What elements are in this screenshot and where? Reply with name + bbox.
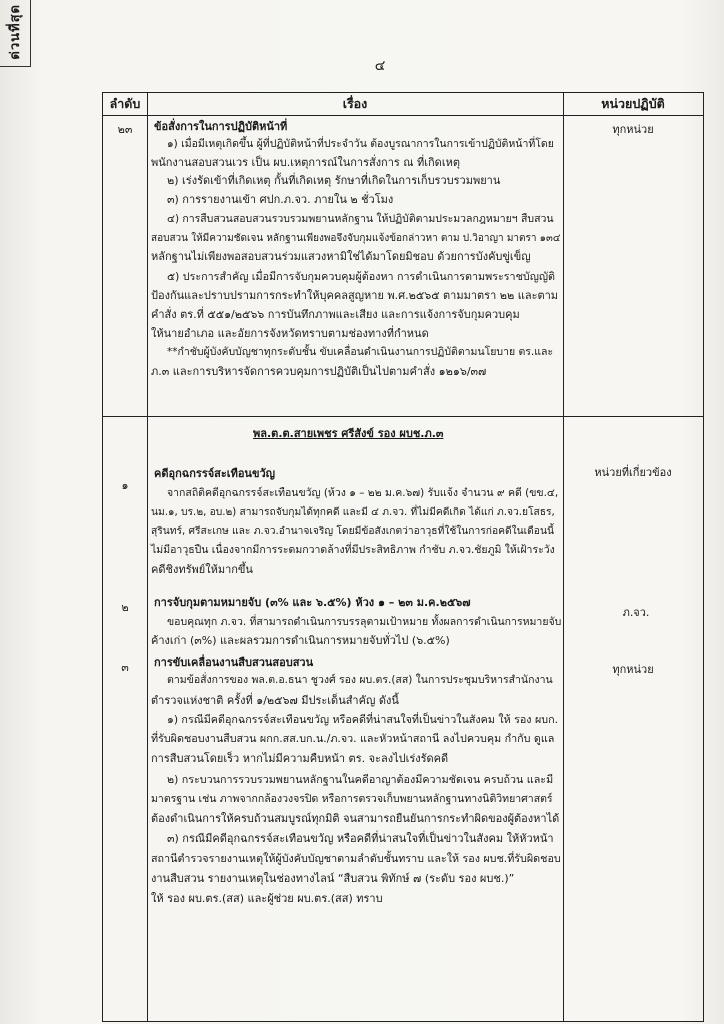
section1-line: พนักงานสอบสวนเวร เป็น ผบ.เหตุการณ์ในการสั่งการ ณ ที่เกิดเหตุ [151, 156, 460, 169]
section1-line: ภ.๓ และการบริหารจัดการควบคุมการปฏิบัติเป็นไปตามคำสั่ง ๑๒๑๖/๓๗ [151, 365, 487, 378]
section2-heading: พล.ต.ต.สายเพชร ศรีสังข์ รอง ผบช.ภ.๓ [253, 427, 444, 440]
section1-line: ให้นายอำเภอ และอัยการจังหวัดทราบตามช่องทางที่กำหนด [151, 327, 429, 340]
item1-number: ๑ [121, 479, 129, 492]
header-col-subject: เรื่อง [342, 96, 368, 111]
column-divider [563, 93, 564, 1021]
item3-line: ที่รับผิดชอบงานสืบสวน ผกก.สส.บก.น./ภ.จว. และหัวหน้าสถานี ลงไปควบคุม กำกับ ดูแล [151, 732, 555, 745]
section1-line: ๒) เร่งรัดเข้าที่เกิดเหตุ กั้นที่เกิดเหตุ รักษาที่เกิดในการเก็บรวบรวมพยาน [167, 174, 501, 187]
section1-line: ๑) เมื่อมีเหตุเกิดขึ้น ผู้ที่ปฏิบัติหน้าที่ประจำวัน ต้องบูรณาการในการเข้าปฏิบัติหน้าที่โดย [167, 138, 554, 150]
section1-unit: ทุกหน่วย [612, 123, 654, 136]
item1-line: ไม่มีอาวุธปืน เนื่องจากมีการระดมกวาดล้างที่มีประสิทธิภาพ กำชับ ภ.จว.ชัยภูมิ ให้เฝ้าระวัง [151, 544, 555, 556]
section1-line: หลักฐานไม่เพียงพอสอบสวนร่วมแสวงหามิใช่ได้มาโดยมิชอบ ด้วยการบังคับขู่เข็ญ [151, 250, 531, 263]
urgency-stamp-label: ด่วนที่สุด [7, 4, 23, 60]
item1-unit: หน่วยที่เกี่ยวข้อง [594, 466, 672, 479]
column-divider [147, 93, 148, 1021]
section1-line: สอบสวน ให้มีความชัดเจน หลักฐานเพียงพอจึงจับกุมแจ้งข้อกล่าวหา ตาม ป.วิอาญา มาตรา ๑๓๔ [151, 233, 561, 244]
section1-title: ข้อสั่งการในการปฏิบัติหน้าที่ [154, 120, 288, 133]
item1-title: คดีอุกฉกรรจ์สะเทือนขวัญ [154, 467, 276, 480]
item3-line: ๒) กระบวนการรวบรวมพยานหลักฐานในคดีอาญาต้องมีความชัดเจน ครบถ้วน และมี [167, 773, 554, 786]
header-divider [103, 115, 703, 116]
item3-line: ต้องดำเนินการให้ครบถ้วนสมบูรณ์ทุกมิติ จนสามารถยืนยันการกระทำผิดของผู้ต้องหาได้ [151, 812, 560, 825]
item2-unit: ภ.จว. [622, 606, 650, 619]
page-number: ๔ [374, 58, 386, 74]
section1-line: ป้องกันและปราบปรามการกระทำให้บุคคลสูญหาย พ.ศ.๒๕๖๕ ตามมาตรา ๒๒ และตาม [151, 289, 559, 302]
item1-line: สุรินทร์, ศรีสะเกษ และ ภ.จว.อำนาจเจริญ โดยมีข้อสังเกตว่าอาวุธที่ใช้ในการก่อคดีในเดือนนี้ [151, 525, 554, 537]
section1-number: ๒๓ [117, 123, 133, 136]
agenda-table [102, 92, 704, 1022]
section1-line: **กำชับผู้บังคับบัญชาทุกระดับชั้น ขับเคลื่อนดำเนินงานการปฏิบัติตามนโยบาย ตร.และ [167, 346, 554, 358]
item3-line: ๑) กรณีมีคดีอุกฉกรรจ์สะเทือนขวัญ หรือคดีที่น่าสนใจที่เป็นข่าวในสังคม ให้ รอง ผบก. [167, 713, 559, 726]
item3-line: การสืบสวนโดยเร็ว หากไม่มีความคืบหน้า ตร. จะลงไปเร่งรัดคดี [151, 752, 449, 765]
item3-number: ๓ [121, 661, 129, 674]
item3-line: ๓) กรณีมีคดีอุกฉกรรจ์สะเทือนขวัญ หรือคดีที่น่าสนใจที่เป็นข่าวในสังคม ให้หัวหน้า [167, 832, 554, 845]
section1-line: ๓) การรายงานเข้า ศปก.ภ.จว. ภายใน ๒ ชั่วโมง [167, 193, 394, 206]
item2-title: การจับกุมตามหมายจับ (๓% และ ๖.๕%) ห้วง ๑ – ๒๓ ม.ค.๒๕๖๗ [154, 596, 471, 609]
item2-line: ขอบคุณทุก ภ.จว. ที่สามารถดำเนินการบรรลุตามเป้าหมาย ทั้งผลการดำเนินการหมายจับ [167, 616, 562, 628]
section1-line: ๕) ประการสำคัญ เมื่อมีการจับกุมควบคุมผู้ต้องหา การดำเนินการตามพระราชบัญญัติ [167, 270, 555, 283]
row-divider [103, 416, 703, 417]
header-col-unit: หน่วยปฏิบัติ [601, 96, 665, 111]
item3-unit: ทุกหน่วย [612, 663, 654, 676]
urgency-stamp [0, 0, 31, 67]
item3-line: ตำรวจแห่งชาติ ครั้งที่ ๑/๒๕๖๗ มีประเด็นสำคัญ ดังนี้ [151, 694, 399, 707]
header-col-no: ลำดับ [109, 96, 141, 111]
item1-line: จากสถิติคดีอุกฉกรรจ์สะเทือนขวัญ (ห้วง ๑ – ๒๒ ม.ค.๖๗) รับแจ้ง จำนวน ๙ คดี (ขข.๔, [167, 487, 559, 499]
item3-line: งานสืบสวน รายงานเหตุในช่องทางไลน์ “สืบสวน พิทักษ์ ๗ (ระดับ รอง ผบช.)” [151, 872, 515, 885]
item3-line: ให้ รอง ผบ.ตร.(สส) และผู้ช่วย ผบ.ตร.(สส) ทราบ [151, 892, 383, 905]
section1-line: คำสั่ง ตร.ที่ ๕๕๑/๒๕๖๖ การบันทึกภาพและเสียง และการแจ้งการจับกุมควบคุม [151, 308, 520, 321]
item3-title: การขับเคลื่อนงานสืบสวนสอบสวน [154, 656, 314, 669]
item3-line: มาตรฐาน เช่น ภาพจากกล้องวงจรปิด หรือการตรวจเก็บพยานหลักฐานทางนิติวิทยาศาสตร์ [151, 793, 553, 805]
item2-number: ๒ [121, 601, 129, 614]
item2-line: ค้างเก่า (๓%) และผลรวมการดำเนินการหมายจับทั่วไป (๖.๕%) [151, 634, 450, 647]
item1-line: นม.๑, บร.๒, อบ.๒) สามารถจับกุมได้ทุกคดี และมี ๔ ภ.จว. ที่ไม่มีคดีเกิด ได้แก่ ภ.จว.ยโสธร, [151, 506, 555, 518]
item3-line: ตามข้อสั่งการของ พล.ต.อ.ธนา ชูวงศ์ รอง ผบ.ตร.(สส) ในการประชุมบริหารสำนักงาน [167, 674, 553, 686]
item1-line: คดีชิงทรัพย์ให้มากขึ้น [151, 563, 253, 576]
section1-line: ๔) การสืบสวนสอบสวนรวบรวมพยานหลักฐาน ให้ปฏิบัติตามประมวลกฎหมายฯ สืบสวน [167, 213, 554, 225]
item3-line: สถานีตำรวจรายงานเหตุให้ผู้บังคับบัญชาตามลำดับชั้นทราบ และให้ รอง ผบช.ที่รับผิดชอบ [151, 852, 561, 865]
